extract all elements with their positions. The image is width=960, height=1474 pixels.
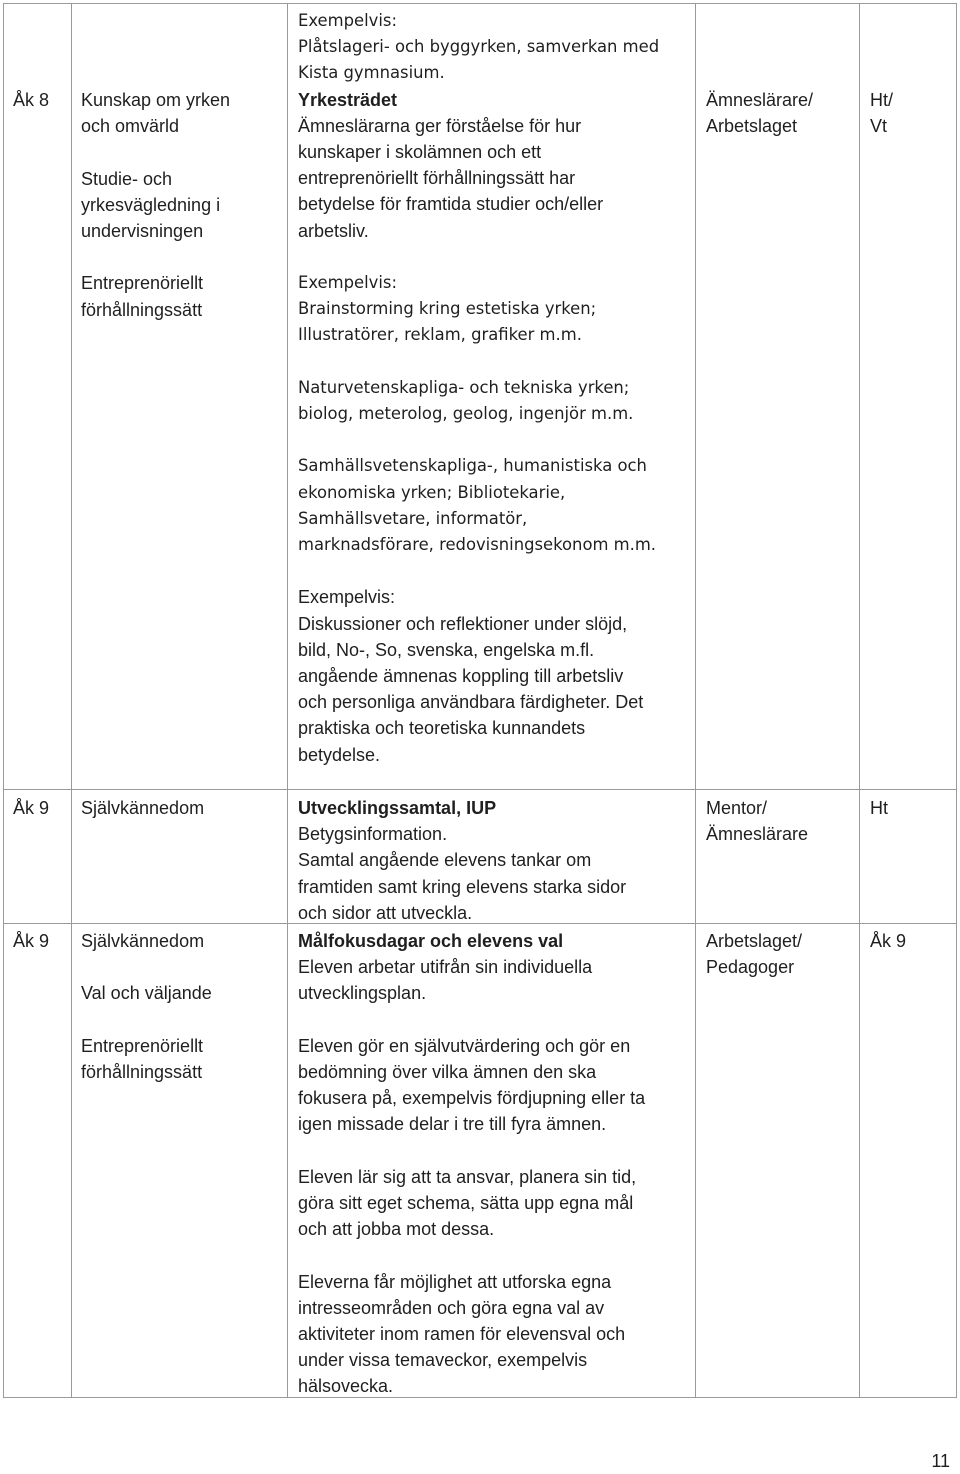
- blank-line: [298, 1242, 645, 1268]
- table-border-top: [3, 3, 957, 4]
- blank-line: [298, 427, 659, 453]
- grade-cell: Åk 8: [13, 90, 50, 110]
- cell-line: Mentor/: [706, 798, 768, 818]
- cell-line: Eleven arbetar utifrån sin individuella: [298, 957, 593, 978]
- column-divider-2: [287, 3, 288, 1398]
- cell-line: Utvecklingssamtal, IUP: [298, 798, 497, 818]
- cell-line: Självkännedom: [81, 931, 205, 951]
- cell-line: Naturvetenskapliga- och tekniska yrken;: [298, 377, 630, 397]
- area-cell: [81, 928, 212, 1085]
- cell-line: bild, No-, So, svenska, engelska m.fl.: [298, 639, 595, 660]
- cell-line: Kista gymnasium.: [298, 63, 445, 83]
- cell-line: Kunskap om yrken: [81, 90, 231, 110]
- cell-line: Ämneslärare: [706, 824, 809, 845]
- cell-line: ekonomiska yrken; Bibliotekarie,: [298, 482, 566, 502]
- cell-line: och personliga användbara färdigheter. Det: [298, 692, 644, 713]
- page-number: 11: [931, 1451, 950, 1471]
- cell-line: under vissa temaveckor, exempelvis: [298, 1350, 588, 1371]
- cell-line: Exempelvis:: [298, 273, 397, 293]
- cell-line: Arbetslaget: [706, 116, 798, 137]
- cell-line: kunskaper i skolämnen och ett: [298, 142, 542, 163]
- column-divider-1: [71, 3, 72, 1398]
- cell-line: Åk 9: [870, 931, 907, 951]
- cell-line: undervisningen: [81, 221, 204, 241]
- blank-line: [298, 558, 659, 584]
- cell-line: Pedagoger: [706, 957, 795, 978]
- responsible-cell: [706, 928, 802, 980]
- cell-line: och omvärld: [81, 116, 180, 137]
- cell-line: bedömning över vilka ämnen den ska: [298, 1062, 597, 1082]
- cell-line: Illustratörer, reklam, grafiker m.m.: [298, 325, 582, 345]
- cell-line: Målfokusdagar och elevens val: [298, 931, 564, 951]
- cell-line: Entreprenöriellt: [81, 273, 204, 294]
- cell-line: Ht: [870, 798, 888, 818]
- cell-line: Diskussioner och reflektioner under slöjd,: [298, 613, 628, 634]
- column-divider-4: [859, 3, 860, 1398]
- cell-line: förhållningssätt: [81, 299, 203, 320]
- column-divider-3: [695, 3, 696, 1398]
- grade-cell: Åk 9: [13, 931, 50, 951]
- cell-line: Ämneslärare/: [706, 90, 814, 110]
- content-cell: [298, 795, 626, 926]
- cell-line: Exempelvis:: [298, 587, 396, 608]
- cell-line: yrkesvägledning i: [81, 194, 221, 215]
- cell-line: fokusera på, exempelvis fördjupning eller ta: [298, 1088, 646, 1109]
- blank-line: [81, 954, 212, 980]
- cell-line: Eleven gör en självutvärdering och gör en: [298, 1035, 631, 1056]
- cell-line: praktiska och teoretiska kunnandets: [298, 718, 586, 739]
- cell-line: arbetsliv.: [298, 220, 369, 241]
- cell-line: Exempelvis:: [298, 11, 397, 30]
- cell-line: Vt: [870, 116, 888, 137]
- cell-line: göra sitt eget schema, sätta upp egna mål: [298, 1193, 634, 1213]
- cell-line: igen missade delar i tre till fyra ämnen.: [298, 1114, 607, 1135]
- blank-line: [81, 244, 230, 270]
- blank-line: [81, 1007, 212, 1033]
- schedule-table: [3, 3, 957, 1398]
- cell-line: marknadsförare, redovisningsekonom m.m.: [298, 535, 657, 555]
- cell-line: förhållningssätt: [81, 1061, 203, 1082]
- area-cell: [81, 795, 204, 821]
- cell-line: Betygsinformation.: [298, 824, 448, 845]
- responsible-cell: [706, 795, 808, 847]
- blank-line: [298, 1138, 645, 1164]
- cell-line: Samhällsvetenskapliga-, humanistiska och: [298, 456, 647, 476]
- cell-line: Plåtslageri- och byggyrken, samverkan med: [298, 37, 660, 57]
- cell-line: betydelse för framtida studier och/eller: [298, 194, 604, 215]
- cell-line: Samtal angående elevens tankar om: [298, 850, 592, 871]
- blank-line: [298, 349, 659, 375]
- cell-line: Yrkesträdet: [298, 89, 398, 110]
- cell-line: aktiviteter inom ramen för elevensval och: [298, 1324, 626, 1344]
- cell-line: Val och väljande: [81, 983, 212, 1004]
- cell-line: och sidor att utveckla.: [298, 902, 473, 923]
- blank-line: [298, 1007, 645, 1033]
- cell-line: intresseområden och göra egna val av: [298, 1297, 605, 1318]
- cell-line: Eleven lär sig att ta ansvar, planera sin tid,: [298, 1166, 637, 1187]
- cell-line: entreprenöriellt förhållningssätt har: [298, 168, 576, 189]
- table-border-right: [956, 3, 957, 1398]
- cell-line: Brainstorming kring estetiska yrken;: [298, 299, 597, 319]
- cell-line: betydelse.: [298, 744, 381, 765]
- table-border-left: [3, 3, 4, 1398]
- row-divider-1: [3, 789, 957, 790]
- area-cell: [81, 87, 230, 323]
- responsible-cell: [706, 87, 813, 139]
- term-cell: [870, 795, 888, 821]
- cell-line: Ht/: [870, 90, 894, 110]
- blank-line: [298, 244, 659, 270]
- cell-line: Samhällsvetare, informatör,: [298, 508, 528, 528]
- cell-line: Eleverna får möjlighet att utforska egna: [298, 1271, 612, 1292]
- grade-cell: Åk 9: [13, 798, 50, 818]
- cell-line: och att jobba mot dessa.: [298, 1219, 495, 1240]
- cell-line: biolog, meterolog, geolog, ingenjör m.m.: [298, 404, 634, 424]
- cell-line: Arbetslaget/: [706, 931, 803, 951]
- content-cell: [298, 928, 645, 1400]
- cell-line: framtiden samt kring elevens starka sidor: [298, 876, 627, 897]
- cell-line: Studie- och: [81, 168, 173, 189]
- cell-line: Entreprenöriellt: [81, 1035, 204, 1056]
- cell-line: Självkännedom: [81, 798, 205, 818]
- term-cell: [870, 87, 893, 139]
- cell-line: angående ämnenas koppling till arbetsliv: [298, 666, 624, 687]
- cell-line: utvecklingsplan.: [298, 983, 427, 1004]
- cell-line: Ämneslärarna ger förståelse för hur: [298, 115, 582, 136]
- content-cell: [298, 8, 659, 768]
- blank-line: [81, 139, 230, 165]
- term-cell: [870, 928, 906, 954]
- cell-line: hälsovecka.: [298, 1376, 394, 1397]
